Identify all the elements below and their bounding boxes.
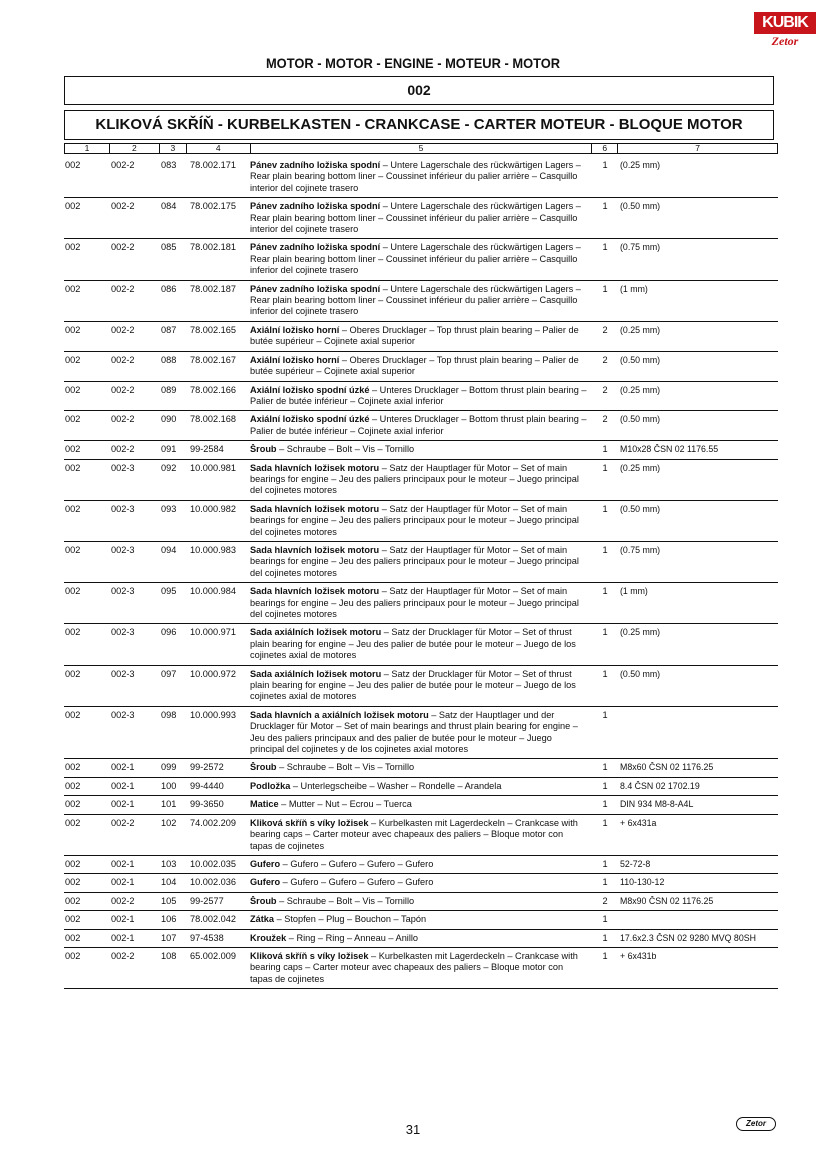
cell-c3: 084: [161, 201, 177, 212]
cell-c1: 002: [65, 384, 81, 395]
description-translations: – Satz der Hauptlager für Motor – Set of main bearings for engine – Jeu des paliers principaux pour le moteur – Juego principal del cojinetes motores: [250, 544, 579, 578]
description-translations: – Untere Lagerschale des rückwärtigen Lagers – Rear plain bearing bottom liner – Coussinet inférieur du palier arrière – Casquillo inferior del cojinete trasero: [250, 242, 581, 276]
cell-description: [250, 951, 592, 985]
cell-c4: 78.002.175: [190, 201, 236, 212]
cell-note: (0.25 mm): [620, 384, 661, 395]
description-czech: Pánev zadního ložiska spodní: [250, 160, 381, 170]
description-translations: – Gufero – Gufero – Gufero – Gufero: [280, 858, 434, 869]
cell-c1: 002: [65, 877, 81, 888]
cell-c2: 002-2: [111, 384, 135, 395]
description-czech: Podložka: [250, 780, 291, 791]
cell-quantity: 1: [602, 627, 608, 638]
cell-c1: 002: [65, 324, 81, 335]
cell-c1: 002: [65, 914, 81, 925]
cell-description: [250, 201, 592, 235]
table-row: [64, 707, 778, 760]
cell-c3: 103: [161, 858, 177, 869]
cell-note: (0.25 mm): [620, 462, 661, 473]
cell-c3: 087: [161, 324, 177, 335]
cell-c3: 096: [161, 627, 177, 638]
table-row: [64, 796, 778, 814]
cell-c3: 094: [161, 544, 177, 555]
cell-description: [250, 545, 592, 579]
page-title: MOTOR - MOTOR - ENGINE - MOTEUR - MOTOR: [265, 55, 561, 71]
cell-note: (0.75 mm): [620, 544, 661, 555]
cell-c1: 002: [65, 201, 81, 212]
cell-note: (0.50 mm): [620, 668, 661, 679]
cell-c1: 002: [65, 780, 81, 791]
logo-brand: KUBIK: [754, 12, 816, 34]
logo-sub: Zetor: [771, 34, 799, 48]
description-translations: – Oberes Drucklager – Top thrust plain bearing – Palier de butée supérieur – Cojinete axial superior: [250, 324, 579, 347]
cell-c2: 002-3: [111, 709, 135, 720]
cell-c2: 002-2: [111, 324, 135, 335]
cell-note: (0.50 mm): [620, 354, 661, 365]
group-number: 002: [64, 76, 774, 105]
description-czech: Sada hlavních ložisek motoru: [250, 462, 380, 473]
cell-description: [250, 710, 592, 756]
cell-note: M8x60 ČSN 02 1176.25: [620, 762, 714, 773]
description-czech: Sada axiálních ložisek motoru: [250, 627, 382, 638]
cell-c3: 101: [161, 799, 177, 810]
cell-quantity: 1: [602, 668, 608, 679]
cell-c3: 085: [161, 242, 177, 253]
cell-c4: 10.000.972: [190, 668, 236, 679]
cell-c2: 002-2: [111, 201, 135, 212]
cell-description: [250, 669, 592, 703]
cell-c4: 78.002.168: [190, 414, 236, 425]
table-row: [64, 281, 778, 322]
cell-c4: 10.000.971: [190, 627, 236, 638]
cell-note: (0.25 mm): [620, 324, 661, 335]
cell-quantity: 1: [602, 586, 608, 597]
cell-c2: 002-1: [111, 932, 135, 943]
cell-c3: 104: [161, 877, 177, 888]
description-translations: – Satz der Hauptlager und der Drucklager für Motor – Set of main bearings and thrust plain bearing for engine – Jeu des paliers principaux and des palier de butée pour le moteur – Juego principal del cojinetes y de los cojinetes axial motores: [250, 709, 578, 755]
table-row: [64, 874, 778, 892]
cell-c4: 99-4440: [190, 780, 224, 791]
kubik-zetor-logo: [754, 12, 816, 48]
table-row: [64, 382, 778, 412]
cell-note: (0.50 mm): [620, 201, 661, 212]
table-row: [64, 624, 778, 665]
cell-quantity: 2: [602, 324, 608, 335]
description-czech: Sada axiálních ložisek motoru: [250, 668, 382, 679]
table-row: [64, 759, 778, 777]
cell-c4: 99-3650: [190, 799, 224, 810]
cell-c2: 002-2: [111, 354, 135, 365]
cell-description: [250, 818, 592, 852]
cell-quantity: 1: [602, 932, 608, 943]
cell-c4: 99-2584: [190, 444, 224, 455]
description-translations: – Untere Lagerschale des rückwärtigen Lagers – Rear plain bearing bottom liner – Coussinet inférieur du palier arrière – Casquillo interior del cojinete trasero: [250, 160, 581, 193]
cell-c4: 78.002.187: [190, 283, 236, 294]
cell-c1: 002: [65, 503, 81, 514]
table-row: [64, 815, 778, 856]
description-czech: Axiální ložisko horní: [250, 324, 340, 335]
cell-quantity: 1: [602, 817, 608, 828]
cell-quantity: 2: [602, 354, 608, 365]
table-row: [64, 322, 778, 352]
cell-c4: 10.000.983: [190, 544, 236, 555]
cell-c4: 10.000.981: [190, 462, 236, 473]
description-translations: – Stopfen – Plug – Bouchon – Tapón: [274, 914, 427, 925]
cell-c4: 78.002.165: [190, 324, 236, 335]
cell-description: [250, 385, 592, 408]
cell-c4: 78.002.167: [190, 354, 236, 365]
cell-c4: 10.002.035: [190, 858, 236, 869]
cell-c1: 002: [65, 668, 81, 679]
cell-description: [250, 859, 592, 870]
cell-description: [250, 933, 592, 944]
cell-c4: 99-2577: [190, 895, 224, 906]
cell-c2: 002-2: [111, 242, 135, 253]
cell-c3: 107: [161, 932, 177, 943]
description-czech: Šroub: [250, 444, 277, 455]
cell-c2: 002-3: [111, 668, 135, 679]
col-header-4: 4: [186, 144, 250, 154]
cell-note: [618, 710, 778, 756]
description-translations: – Satz der Hauptlager für Motor – Set of main bearings for engine – Jeu des paliers principaux pour le moteur – Juego principal del cojinetes motores: [250, 503, 579, 537]
cell-note: (0.50 mm): [620, 414, 661, 425]
cell-c1: 002: [65, 817, 81, 828]
description-czech: Axiální ložisko spodní úzké: [250, 414, 370, 425]
cell-c2: 002-1: [111, 858, 135, 869]
description-translations: – Oberes Drucklager – Top thrust plain bearing – Palier de butée supérieur – Cojinete axial superior: [250, 354, 579, 377]
description-czech: Pánev zadního ložiska spodní: [250, 283, 381, 294]
cell-quantity: 1: [602, 858, 608, 869]
cell-c3: 093: [161, 503, 177, 514]
page-number: 31: [405, 1122, 421, 1137]
table-row: [64, 352, 778, 382]
table-row: [64, 930, 778, 948]
cell-quantity: 1: [602, 799, 608, 810]
description-translations: – Kurbelkasten mit Lagerdeckeln – Crankcase with bearing caps – Carter moteur avec chapeaux des paliers – Bloque motor con tapas de cojinetes: [250, 817, 578, 851]
cell-c4: 65.002.009: [190, 950, 236, 961]
cell-note: M10x28 ČSN 02 1176.55: [620, 444, 719, 455]
cell-quantity: 1: [602, 503, 608, 514]
cell-description: [250, 444, 592, 455]
cell-c4: 78.002.166: [190, 384, 236, 395]
col-header-7: 7: [618, 144, 778, 154]
description-czech: Šroub: [250, 895, 277, 906]
cell-c2: 002-3: [111, 544, 135, 555]
cell-description: [250, 762, 592, 773]
cell-note: + 6x431b: [620, 950, 657, 961]
col-header-3: 3: [159, 144, 186, 154]
cell-quantity: 1: [602, 780, 608, 791]
description-translations: – Mutter – Nut – Ecrou – Tuerca: [278, 799, 412, 810]
description-czech: Axiální ložisko spodní úzké: [250, 384, 370, 395]
cell-quantity: 1: [602, 242, 608, 253]
description-czech: Gufero: [250, 858, 281, 869]
cell-c2: 002-3: [111, 462, 135, 473]
cell-c2: 002-3: [111, 627, 135, 638]
description-translations: – Unteres Drucklager – Bottom thrust plain bearing – Palier de butée inférieur – Cojinete axial inferior: [250, 414, 587, 436]
description-czech: Kliková skříň s víky ložisek: [250, 950, 369, 961]
cell-c3: 090: [161, 414, 177, 425]
cell-description: [250, 242, 592, 276]
cell-c2: 002-3: [111, 503, 135, 514]
cell-description: [250, 914, 592, 925]
cell-c1: 002: [65, 160, 81, 170]
cell-note: (0.25 mm): [620, 160, 661, 170]
cell-c1: 002: [65, 627, 81, 638]
cell-c3: 091: [161, 444, 177, 455]
cell-c3: 108: [161, 950, 177, 961]
cell-c4: 10.002.036: [190, 877, 236, 888]
description-translations: – Kurbelkasten mit Lagerdeckeln – Crankcase with bearing caps – Carter moteur avec chapeaux des paliers – Bloque motor con tapas de cojinetes: [250, 950, 578, 984]
cell-description: [250, 877, 592, 888]
table-row: [64, 157, 778, 198]
cell-c2: 002-1: [111, 780, 135, 791]
cell-c4: 78.002.042: [190, 914, 236, 925]
description-czech: Kliková skříň s víky ložisek: [250, 817, 369, 828]
col-header-5: 5: [250, 144, 592, 154]
table-row: [64, 948, 778, 989]
cell-c3: 100: [161, 780, 177, 791]
cell-c3: 088: [161, 354, 177, 365]
cell-c2: 002-2: [111, 444, 135, 455]
description-translations: – Satz der Hauptlager für Motor – Set of main bearings for engine – Jeu des paliers principaux pour le moteur – Juego principal del cojinetes motores: [250, 586, 579, 619]
cell-c1: 002: [65, 858, 81, 869]
table-row: [64, 501, 778, 542]
cell-c1: 002: [65, 544, 81, 555]
cell-c2: 002-2: [111, 817, 135, 828]
table-row: [64, 441, 778, 459]
description-czech: Pánev zadního ložiska spodní: [250, 201, 381, 212]
cell-c3: 089: [161, 384, 177, 395]
description-translations: – Schraube – Bolt – Vis – Tornillo: [276, 444, 415, 455]
cell-quantity: 1: [602, 462, 608, 473]
table-row: [64, 542, 778, 583]
cell-quantity: 1: [602, 950, 608, 961]
cell-description: [250, 463, 592, 497]
cell-c1: 002: [65, 895, 81, 906]
cell-quantity: 1: [602, 709, 608, 720]
cell-note: M8x90 ČSN 02 1176.25: [620, 895, 714, 906]
cell-description: [250, 896, 592, 907]
cell-c4: 78.002.181: [190, 242, 236, 253]
parts-list: [64, 157, 778, 989]
cell-c4: 99-2572: [190, 762, 224, 773]
cell-c2: 002-1: [111, 799, 135, 810]
cell-note: 52-72-8: [620, 858, 651, 869]
cell-quantity: 1: [602, 877, 608, 888]
description-translations: – Untere Lagerschale des rückwärtigen Lagers – Rear plain bearing bottom liner – Coussinet inférieur du palier arrière – Casquillo interior del cojinete trasero: [250, 201, 581, 235]
cell-c3: 099: [161, 762, 177, 773]
cell-c1: 002: [65, 799, 81, 810]
description-czech: Sada hlavních ložisek motoru: [250, 544, 380, 555]
cell-c4: 74.002.209: [190, 817, 236, 828]
cell-c1: 002: [65, 709, 81, 720]
cell-c2: 002-2: [111, 950, 135, 961]
table-row: [64, 411, 778, 441]
cell-c2: 002-2: [111, 895, 135, 906]
description-czech: Matice: [250, 799, 279, 810]
cell-note: (0.25 mm): [620, 627, 661, 638]
cell-quantity: 1: [602, 283, 608, 294]
cell-c3: 105: [161, 895, 177, 906]
description-translations: – Ring – Ring – Anneau – Anillo: [286, 932, 419, 943]
cell-c2: 002-1: [111, 914, 135, 925]
table-row: [64, 460, 778, 501]
cell-c3: 098: [161, 709, 177, 720]
description-translations: – Unteres Drucklager – Bottom thrust plain bearing – Palier de butée inférieur – Cojinete axial inferior: [250, 384, 587, 406]
description-translations: – Satz der Hauptlager für Motor – Set of main bearings for engine – Jeu des paliers principaux pour le moteur – Juego principal del cojinetes motores: [250, 462, 579, 496]
cell-c3: 106: [161, 914, 177, 925]
cell-c1: 002: [65, 283, 81, 294]
cell-description: [250, 799, 592, 810]
description-czech: Sada hlavních ložisek motoru: [250, 586, 380, 597]
cell-c3: 083: [161, 160, 177, 170]
cell-note: (1 mm): [620, 283, 648, 294]
cell-c1: 002: [65, 414, 81, 425]
cell-description: [250, 414, 592, 437]
cell-quantity: 1: [602, 544, 608, 555]
col-header-2: 2: [109, 144, 159, 154]
cell-note: (1 mm): [620, 586, 648, 597]
description-czech: Zátka: [250, 914, 275, 925]
description-czech: Kroužek: [250, 932, 287, 943]
section-title: KLIKOVÁ SKŘÍŇ - KURBELKASTEN - CRANKCASE - CARTER MOTEUR - BLOQUE MOTOR: [64, 110, 774, 140]
table-row: [64, 893, 778, 911]
cell-description: [250, 781, 592, 792]
cell-c1: 002: [65, 586, 81, 597]
cell-c3: 097: [161, 668, 177, 679]
description-translations: – Satz der Drucklager für Motor – Set of thrust plain bearing for engine – Jeu des palier de butée pour le moteur – Juego de los cojinetes axial de motores: [250, 627, 576, 661]
cell-description: [250, 627, 592, 661]
cell-description: [250, 504, 592, 538]
cell-c2: 002-1: [111, 877, 135, 888]
description-czech: Pánev zadního ložiska spodní: [250, 242, 381, 253]
cell-note: 8.4 ČSN 02 1702.19: [620, 780, 700, 791]
cell-c4: 78.002.171: [190, 160, 236, 170]
cell-note: 17.6x2.3 ČSN 02 9280 MVQ 80SH: [620, 932, 756, 943]
cell-description: [250, 586, 592, 620]
col-header-1: 1: [65, 144, 110, 154]
cell-c1: 002: [65, 444, 81, 455]
description-czech: Sada hlavních ložisek motoru: [250, 503, 380, 514]
description-czech: Šroub: [250, 762, 277, 773]
cell-note: DIN 934 M8-8-A4L: [620, 799, 694, 810]
cell-note: (0.50 mm): [620, 503, 661, 514]
cell-c3: 095: [161, 586, 177, 597]
cell-quantity: 2: [602, 895, 608, 906]
table-row: [64, 198, 778, 239]
cell-description: [250, 355, 592, 378]
description-translations: – Satz der Drucklager für Motor – Set of thrust plain bearing for engine – Jeu des palier de butée pour le moteur – Juego de los cojinetes axial de motores: [250, 668, 576, 702]
table-row: [64, 778, 778, 796]
table-row: [64, 666, 778, 707]
cell-note: [618, 914, 778, 925]
cell-c2: 002-2: [111, 414, 135, 425]
description-translations: – Schraube – Bolt – Vis – Tornillo: [276, 762, 415, 773]
table-row: [64, 856, 778, 874]
cell-quantity: 1: [602, 201, 608, 212]
cell-note: (0.75 mm): [620, 242, 661, 253]
cell-c1: 002: [65, 462, 81, 473]
cell-c3: 086: [161, 283, 177, 294]
cell-c3: 092: [161, 462, 177, 473]
cell-c2: 002-3: [111, 586, 135, 597]
cell-note: 110-130-12: [620, 877, 665, 888]
cell-c1: 002: [65, 762, 81, 773]
description-translations: – Schraube – Bolt – Vis – Tornillo: [276, 895, 415, 906]
cell-quantity: 2: [602, 414, 608, 425]
description-czech: Sada hlavních a axiálních ložisek motoru: [250, 709, 429, 720]
cell-c2: 002-2: [111, 160, 135, 170]
cell-c4: 10.000.993: [190, 709, 236, 720]
table-row: [64, 911, 778, 929]
column-header: [64, 143, 778, 154]
cell-quantity: 1: [602, 762, 608, 773]
cell-c2: 002-2: [111, 283, 135, 294]
cell-c1: 002: [65, 932, 81, 943]
cell-quantity: 1: [602, 444, 608, 455]
cell-c4: 10.000.982: [190, 503, 236, 514]
zetor-footer-logo: Zetor: [736, 1117, 776, 1131]
cell-c1: 002: [65, 354, 81, 365]
cell-c2: 002-1: [111, 762, 135, 773]
cell-c4: 97-4538: [190, 932, 224, 943]
cell-description: [250, 160, 592, 194]
description-translations: – Unterlegscheibe – Washer – Rondelle – Arandela: [290, 780, 502, 791]
cell-note: + 6x431a: [620, 817, 657, 828]
table-row: [64, 239, 778, 280]
cell-quantity: 1: [602, 914, 608, 925]
description-czech: Axiální ložisko horní: [250, 354, 340, 365]
cell-c1: 002: [65, 242, 81, 253]
cell-c4: 10.000.984: [190, 586, 236, 597]
description-translations: – Gufero – Gufero – Gufero – Gufero: [280, 877, 434, 888]
description-czech: Gufero: [250, 877, 281, 888]
cell-quantity: 2: [602, 384, 608, 395]
table-row: [64, 583, 778, 624]
cell-c1: 002: [65, 950, 81, 961]
description-translations: – Untere Lagerschale des rückwärtigen Lagers – Rear plain bearing bottom liner – Coussinet inférieur du palier arrière – Casquillo inferior del cojinete trasero: [250, 283, 581, 317]
cell-description: [250, 284, 592, 318]
cell-c3: 102: [161, 817, 177, 828]
cell-description: [250, 325, 592, 348]
cell-quantity: 1: [602, 160, 608, 170]
col-header-6: 6: [592, 144, 618, 154]
